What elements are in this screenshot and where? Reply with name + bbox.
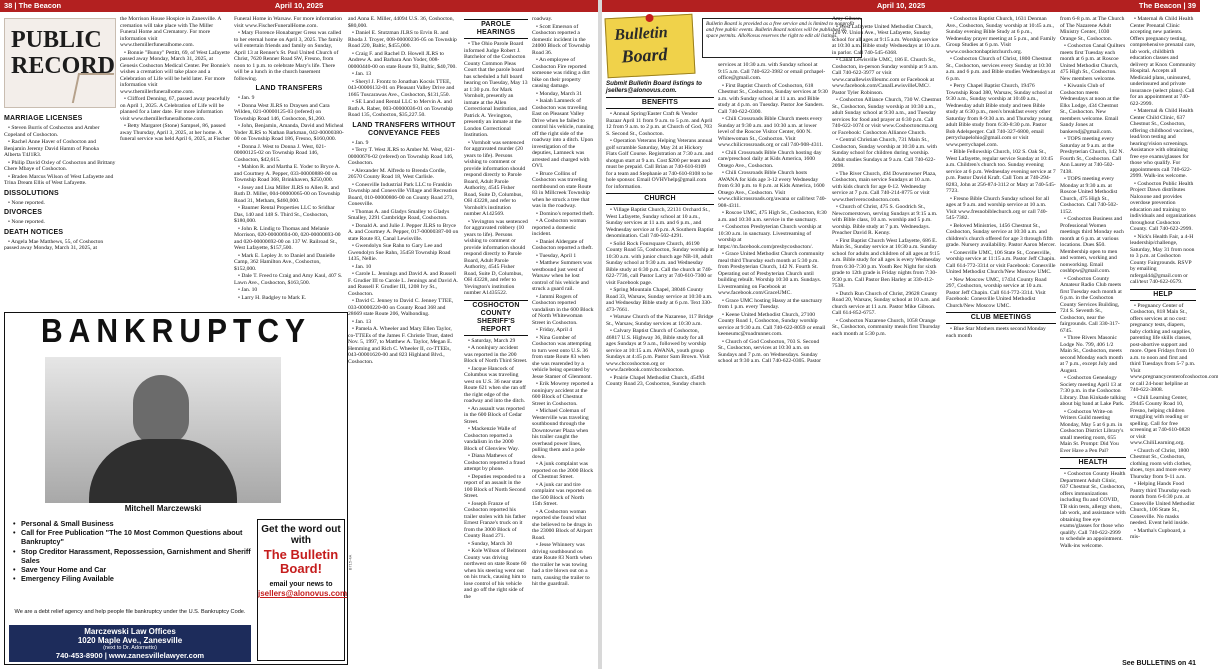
listing-item: • Kiwanis Club of Coshocton meets Wednesdays at noon at the Elks Lodge, 434 Chestnut St., Coshocton. New members welcome. Email Sandy Jones at bankersdj@gmail.com. (1060, 83, 1120, 135)
listing-item: • Keene United Methodist Church, 27100 County Road 1, Coshocton, Sunday worship service at 9:30 a.m. Call 740-622-8059 or email keeneumc@roadrunner.com. (718, 311, 826, 337)
bulletin-column-1 (606, 80, 714, 665)
listing-item: • Terry T. West JLRS to Amber M. West, 021-00000676-02 (refered) on Township Road 146, Coshocton. (348, 147, 455, 166)
listing-item: • Steven Burris of Coshocton and Amber Copeland of Coshocton. (4, 125, 100, 138)
listing-item: • Operation Veterans Helping Veterans annual golf scramble Saturday, May 24 at Hickory Flats Golf Course. Registration at 7:30 a.m. and shotgun start at 9 a.m. Cost $200 per team and must be prepaid. Call Brian at 740-610-8109 for a team and Stephanie at 740-610-8108 to be hole sponsor. Email OVHVhelp@gmail.com for information. (606, 138, 714, 190)
law-firm-landmark: (next to Dr. Adornetto) (103, 645, 157, 651)
listing-item: • Church of God Coshocton, 703 S. Second St., Coshocton, services at 10:30 a.m. on Sundays and 7 p.m. on Wednesdays. Sunday school at 9:30 a.m. Call 740-622-0305. Pastor (718, 338, 822, 364)
right-page-number: 39 (1187, 1, 1196, 10)
listing-item: • Kole Wilson of Belmont County was driving northwest on state Route 60 when his steering went out on his truck, causing him to lose control of his vehicle and go off the right side of the (464, 548, 527, 600)
section-heading: BENEFITS (606, 97, 714, 109)
listing-item: • Chili Crossroads Bible Church hosting day care/preschool daily at Kids America, 1600 Otsego Ave., Coshocton. (718, 149, 822, 169)
listing-item: • Grace United Methodist Church community meal third Thursday each month at 5:30 p.m. from Presbyterian Church, 142 N. Fourth St. Operating out of Presbyterian Church until building rebuilt. Worship 10:30 a.m. Sundays. Livestreaming on Facebook at www.facebook.com/GraceUMC. (718, 251, 825, 296)
law-firm-address: 1020 Maple Ave., Zanesville (77, 636, 183, 645)
section-heading: COSHOCTON COUNTY SHERIFF'S REPORT (464, 300, 528, 336)
listing-item: • Diana Mathews of Coshocton reported a fraud attempt by phone. (464, 453, 526, 472)
listing-item: • A junk car and tire complaint was reported on the 500 Block of North 15th Street. (532, 481, 592, 507)
listing-item: • Yevington was sentenced for aggravated robbery (10 years to life). Persons wishing to comment or provide information should respond directly to Parole Board, Adult Parole Authority, 4545 Fisher Road, Suite D, Columbus, OH 43228, and refer to Yevington's institution number A1435522. (464, 218, 528, 296)
section-heading: PAROLE HEARINGS (464, 19, 528, 39)
listing-item: • Isaiah Lamneck of Coshocton was traveling East on Pleasant Valley Drive when he failed to control his vehicle, running off the right side of the roadway into a ditch. Upon investigation of the deputies, Lamneck was arrested and charged with OVI. (532, 98, 594, 169)
law-firm-name: Marczewski Law Offices (84, 627, 176, 636)
listing-item: • Mackenzie Walle of Coshocton reported a vandalism in the 2000 Block of Glenview Way. (464, 426, 520, 452)
listing-item: • Perry Chapel Baptist Church, 19476 Township Road 380, Warsaw, Sunday school at 9:30 a.m., Sunday worship at 10:40 a.m., Wednesday adult Bible study and teen Bible study at 6:30 p.m., men's breakfast every other Saturday from 8-9:30 a.m. and Thursday young adult Bible study from 6:30-8:30 p.m. Pastor Bob Adelsperger. Call 740-327-6800, email perrychapelohio@gmail.com or visit www.perrychapel.com. (946, 83, 1053, 148)
listing-item: • A Coshocton woman reported she found what she believed to be drugs in the 23000 Block of Airport Road. (532, 508, 593, 541)
listing-item: • Coshocton Write-on Writers Guild meeting Monday, May 5 at 6 p.m. in Coshocton District Library's small meeting room, 655 Main St. Prompt: Did You Ever Have a Pen Pal? (1060, 408, 1124, 454)
section-heading: DEATH NOTICES (4, 228, 64, 236)
listing-item: • TOPS meeting every Saturday at 9 a.m. at the Presbyterian Church, 142 N. Fourth St., Coshocton. Call Ann Laurey at 740-502-7438. (1060, 136, 1124, 175)
listing-item: • Mahlon R. and Martha E. Yoder to Bryce A. and Courtney A. Pepper, 033-00000888-00 on Township Road 368, Brinkhaven, $250,000. (234, 164, 341, 183)
left-folio: 38 | The Beacon April 10, 2025 (0, 0, 598, 12)
section-heading: CLUB MEETINGS (946, 312, 1056, 324)
listing-item: • Monday, March 31 (536, 90, 583, 97)
listing-item: • Chili Crossroads Bible Church meets every Sunday at 9:30 a.m. and 10:30 a.m. at lower level of the Roscoe Visitor Center, 600 N. Whitewoman St., Coshocton. Visit www.chilicrossroads.org or call 740-908-4311. (718, 116, 824, 148)
listing-item: • Braden Marcus Wilson of West Lafayette and Trina Dream Ellis of West Lafayette. (4, 173, 114, 186)
listing-item: • Jan. 9 (352, 139, 369, 146)
attorney-photo (45, 357, 281, 503)
debt-relief-disclaimer: We are a debt relief agency and help people file bankruptcy under the U.S. Bankruptcy Code. (14, 609, 246, 615)
bankruptcy-ad-title: BANKRUPTCY (41, 313, 311, 350)
right-folio-date: April 10, 2025 (876, 1, 926, 10)
listing-item: • Clifford Denning, 67, passed away peacefully on April 1, 2025. A Celebration of Life will be planned for a later date. For more information visit www.themillerfuneralhome.com. (120, 96, 230, 122)
section-heading: MARRIAGE LICENSES (4, 115, 83, 122)
listing-item: • Coshocton County Amateur Radio Club meets first Tuesday each month at 6 p.m. in the Coshocton County Services Building, 724 S. Seventh St., Coshocton, near the fairgrounds. Call 330-317-6745. (1060, 275, 1122, 334)
listing-item: • Deputies responded to a report of an assault in the 100 Block of North Second Street. (464, 473, 526, 499)
bulletin-column-4 (946, 16, 1056, 666)
listing-item: • Helping Hands Food Pantry third Thursday each month from 6-6:30 p.m. at Conesville United Methodist Church, 106 State St., Conesville. No masks needed. Event held inside. (1130, 481, 1195, 526)
bankruptcy-service-item: • Stop Creditor Harassment, Repossession, Garnishment and Sheriff Sales (13, 547, 253, 565)
listing-item: • Mark E. Lepley Jr. to Daniel and Danielle Camp, 362 Hamilton Ave., Coshocton, $152,000. (234, 252, 336, 272)
listing-item: • Calvary Baptist Church of Coshocton, 46817 U.S. Highway 36, Bible study for all ages Sundays at 9 a.m., followed by worship service at 10:15 a.m. AWANA, youth group Sundays at 4:45 p.m. Pastor Sam Brown. Visit www.cbccoshocton.org or www.facebook.com/cbccoshocton. (606, 328, 710, 374)
listing-item: • Fresno Bible Church Sunday school for all ages at 9 a.m. and worship service at 10 a.m. Visit www.fresnobiblechurch.org or call 740-545-7382. (946, 195, 1050, 221)
listing-item: • Three Rivers Masonic Lodge No. 799, 406 1/2 Main St., Coshocton, meets second Monday each month at 7 p.m., except July and August. (1060, 335, 1123, 374)
listing-item: • Angela Mae Matthews, 55, of Coshocton passed away Monday, March 31, 2025, at (4, 238, 104, 251)
listing-item: • Carole L. Jennings and David A. and Russell F. Grudier III to Carole L. Jennings and David A. and Russell F. Grudier III, 1208 Ivy St., Coshocton. (348, 271, 459, 297)
bankruptcy-services-list (13, 519, 253, 583)
listing-item: • Dale T. Freed to Craig and Amy Kaul, 407 S. Lawn Ave., Coshocton, $163,500. (234, 273, 343, 286)
listing-item: • New Moscow UMC, 17434 County Road 297, Coshocton, worship service at 10 a.m. Pastor Jeff Chapin. Call 614-772-3314. Visit Facebook: Conesville United Methodist Church/New Moscow UMC. (946, 276, 1047, 309)
listing-item: • Maternal & Child Health Center Prenatal Clinic accepting new patients. Offers pregnancy testing, comprehensive prenatal care, lab work, childbirth education classes and delivery at Knox Community Hospital. Accepts all Medicaid plans, uninsured, underinsured and private insurance (select plans). Call for an appointment at 740-622-2999. (1130, 16, 1196, 107)
listing-item: • Chili Learning Center, 29445 County Road 10, Fresno, helping children struggling with reading or spelling. Call for free screening at 740-610-0828 or visit www.ChiliLearning.org. (1130, 394, 1190, 446)
listing-item: services at 10:30 a.m. with Sunday school at 9:15 a.m. Call 740-622-3982 or email prchapel-office@gmail.com. (718, 62, 826, 81)
bulletin-column-1-items (606, 97, 714, 388)
listing-item: • Annual Spring/Easter Craft & Vendor Bazaar April 11 from 9 a.m. to 5 p.m. and April 12 from 9 a.m. to 2 p.m. at Church of God, 703 S. Second St., Coshocton. (606, 111, 713, 137)
listing-item: • Erik Mowrey reported a noninjury accident at the 600 Block of Chestnut Street in Coshocton. (532, 381, 594, 407)
listing-item: • Church of Christ, 475 S. Goodrich St., Newcomerstown, serving Sundays at 9:15 a.m. with Bible class, 10 a.m. worship and 5 p.m. worship. Bible study at 7 p.m. Wednesdays. Preacher David R. Kenny. (832, 204, 938, 236)
listing-item: • Coshocton Church of Christ, 1800 Chestnut St., Coshocton, services every Sunday at 10:30 a.m. and 6 p.m. and Bible studies Wednesdays at 6 p.m. (946, 56, 1056, 82)
listing-item: • First Baptist Church of Coshocton, 618 Chestnut St., Coshocton, Sunday services at 9:30 a.m. with Sunday school at 11 a.m. and Bible study at 4 p.m. on Tuesday. Pastor Joe Sanders. Call 740-622-0300. (718, 82, 828, 115)
continued-jump-line[interactable]: See BULLETINS on 41 (1122, 660, 1196, 667)
listing-item: • Conesville UMC, 106 State St., Conesville, worship service at 11:15 a.m. Pastor Jeff Chapin. Call 614-772-3314 or visit Facebook: Conesville United Methodist Church/New Moscow UMC. (946, 249, 1056, 275)
left-folio-date: April 10, 2025 (274, 1, 324, 10)
listing-item: • Thomas A. and Gladys Smalley to Gladys Smalley, 2291 Cambridge Road, Coshocton. (348, 208, 450, 221)
listing-item: • Pamela A. Wheeler and Mary Ellen Taylor, co-TTEEs of the James F. Christie Trust, dated Nov. 5, 1997, to Matthew A. Taylor, Megan E. Hemming and Rich C. Wheeler II, co-TTEEs, 043-00001620-00 and 823 Highland Blvd., Coshocton. (348, 326, 453, 365)
bulletin-column-3 (832, 16, 942, 666)
public-record-logo (4, 18, 116, 108)
bulletin-submit-note: Submit Bulletin Board listings to jsellers@alonovus.com. (606, 80, 702, 95)
bulletin-board-intro: Bulletin Board is provided as a free service and is limited to nonprofit and free public events. Bulletin Board notices will be published as space permits. AlloNovus reserves the right to edit all listings. (702, 18, 862, 58)
listing-item: • Alexander M. Alfredo to Brenda Cordle, 20570 County Road 18, West Carlisle. (348, 167, 446, 180)
section-heading: LAND TRANSFERS WITHOUT CONVEYANCE FEES (352, 121, 456, 137)
listing-item: • A junk complaint was reported on the 2000 Block of Chestnut Street. (532, 461, 594, 480)
listing-item: • Central Christian Church, 731 Main St., Coshocton, Sunday worship at 10:30 a.m. with Sunday school for children during worship. Adult studies Sundays at 9 a.m. Call 740-622-2098. (832, 137, 937, 169)
bankruptcy-ad (4, 312, 348, 665)
left-page-number: 38 (4, 1, 13, 10)
listing-item: • Matthew Summers was westbound just west of Warsaw when he lost control of his vehicle and struck a guard rail. (532, 260, 592, 292)
listing-item: • Coshocton Canal Quilters meets first Tuesday each month at 6 p.m. at Roscoe United Methodist Church, 475 High St., Coshocton. New members welcome. (1060, 43, 1126, 82)
bulletin-column-5 (1060, 16, 1126, 550)
bulletin-ad-line3: email your news to (269, 581, 333, 588)
left-page (0, 0, 598, 669)
listing-item: • Mary Florence Honabarger Gress was called to her eternal home on April 3, 2025. The family will entertain friends and family on Sunday, April 13 at Renner's St. Paul United Church of Christ, 7620 Renner Road SW, Fresno, from noon to 1 p.m. to celebrate Mary's life. There will be a lunch in the church basement following. (234, 30, 343, 82)
listing-item: • Michael Coleman of Westerville was traveling southbound through the Downtowner Plaza when his trailer caught the overhead power lines, pulling them and a pole down. (532, 408, 589, 460)
section-heading: DIVORCES (4, 209, 43, 216)
listing-item: • None reported. (8, 219, 45, 225)
public-record-column-5 (464, 16, 528, 666)
listing-item: • Coshocton Public Health Project Dawn distributes Naloxone and provides overdose prevention education and training to individuals and organizations throughout Coshocton County. Call 740-622-2999. (1130, 180, 1196, 232)
listing-item: and Anna E. Miller, 44094 U.S. 36, Coshocton, $80,000. (348, 16, 454, 29)
listing-item: • Tuesday, April 1 (536, 252, 577, 259)
listing-item: • John, Benjamin, Amanda, David and Micheal Yoder JLRS to Nathan Barkman, 042-00000380-00 on Township Road 186, Fresno, $160,000. (234, 123, 344, 142)
listing-item: • A nonlnjury accident was reported in the 200 Block of North Third Street. (464, 345, 528, 364)
left-publication-name: The Beacon (18, 1, 62, 10)
listing-item: • Roscoe UMC, 475 High St., Coshocton, 8:30 a.m. and 10:30 a.m. service in the sanctuary. (718, 210, 827, 223)
section-heading: DISSOLUTIONS (4, 189, 59, 197)
bulletin-board-logo-line2: Board (620, 44, 668, 67)
listing-item: • Chili Crossroads Bible Church hosts AWANA for kids age 3-12 every Wednesday from 6:30 p.m. to 8 p.m. at Kids America, 1600 Otsego Ave., Coshocton. Visit www.chilicrossroads.org/awana or call/text 740-908-4311. (718, 170, 827, 209)
listing-item: • Jammi Rogers of Coshocton reported vandalism in the 600 Block of North Whitewoman Street in Coshocton. (532, 293, 594, 326)
listing-item: • Sunday, March 30 (468, 540, 513, 547)
listing-item: • Coshocton Baptist Church, 1631 Denman Ave., Coshocton, Sunday worship at 10:45 a.m., Sunday evening Bible Study at 6 p.m., Wednesday prayer meeting at 5 p.m., and Family Group Studies at 6 p.m. Visit www.coshoctonbaptistchurch.org. (946, 16, 1056, 55)
public-record-column-6 (532, 16, 594, 589)
bulletin-board-house-ad (257, 519, 348, 661)
listing-item: • Conesville Industrial Park LLC to Franklin Township and Conesville Village and Recreation Board, 010-00000806-00 on County Road 273, Conesville. (348, 181, 458, 207)
public-record-column-1 (4, 112, 116, 308)
listing-item: • Pregnancy Center of Coshocton, 818 Main St., offers services at no cost: pregnancy tests, diapers, baby clothing and supplies, parenting life skills classes, post-abortive support and more. Open Fridays from 10 a.m. to noon and first and third Tuesdays from 5-7 p.m. Visit www.pregnancycenterofcoshocton.com or call 24-hour helpline at 740-622-3808. (1130, 302, 1218, 393)
law-firm-contact[interactable]: 740-453-8900 | www.zanesvillelawyer.com (55, 651, 205, 660)
public-record-column-3 (234, 16, 344, 308)
law-firm-banner (9, 625, 251, 662)
bulletin-ad-email-link[interactable]: jsellers@alonovus.com (258, 589, 348, 598)
listing-item: • Betty Margaret (Stone) Sampsel, 86, passed away Thursday, April 3, 2025, at her home. A funeral service was held April 6, 2025, at Fischer (120, 123, 230, 142)
listing-item: • Warsaw Church of the Nazarene, 117 Bridge St., Warsaw, Sunday services at 10:30 a.m. (606, 314, 714, 327)
listing-item: • Canal Lewisville UMC, 186 E. Church St., Coshocton, in-person Sunday worship at 9 a.m. Call 740-622-3977 or visit www.canallewisvilleumc.com or Facebook at www.facebook.com/CanalLewisvilleUMC/. Pastor Tyler Robinson. (832, 57, 939, 96)
listing-item: • Church of Christ, 1800 Chestnut St., Coshocton, clothing room with clothes, shoes, toys and more every Thursday from 9-11 a.m. (1130, 447, 1192, 480)
listing-item: • Prairie Chapel Methodist Church, 45494 County Road 23, Coshocton, Sunday church (606, 374, 706, 388)
listing-item: • Baumer Rental Properties LLC to Sridhar Das, 140 and 148 S. Third St., Coshocton, $180,000. (234, 205, 335, 224)
listing-item: • Dutch Run Church of Christ, 29628 County Road 20, Warsaw, Sunday school at 10 a.m. and church service at 11 a.m. Pastor Mike Gibson. Call 614-852-6757. (832, 290, 940, 316)
listing-item: • An employee of Coshocton Fire reported someone was riding a dirt bike on their property causing damage. (532, 57, 590, 89)
listing-item: • Gwendolyn Sue Rahn to Gary Lee and Gwendolyn Sue Rahn, 35458 Township Road 1435, Nellie. (348, 243, 451, 262)
listing-item: • A Coshocton woman reported a domestic incident. (532, 218, 586, 237)
bulletin-board-logo (604, 14, 695, 79)
listing-item: • Nina Gomber of Coshocton was attempting to turn west onto U.S. 36 from state Route 83 when she was rearended by a vehicle being operated by Jesse Stamer of Glenmont. (532, 334, 592, 380)
listing-item: • West Lafayette United Methodist Church, 120 W. Union Ave., West Lafayette, Sunday school for all ages at 9:15 a.m. Worship service at 10:30 a.m. Bible study Wednesdays at 10 a.m. in parlor. Call 740-545-6368. (832, 23, 941, 56)
public-record-column-4 (348, 16, 460, 666)
bulletin-ad-line1: Get the word out with (261, 524, 341, 546)
bankruptcy-service-item: • Call for Free Publication "The 10 Most Common Questions about Bankruptcy" (13, 528, 253, 546)
listing-item: • John R. Lindig to Thomas and Melanie Morrison, 020-00000694-00, 020-00000693-00 and 020-00000692-00 on 137 W. Railroad St., West Lafayette, $157,500. (234, 225, 341, 251)
listing-item: • Domino's reported theft. (536, 210, 594, 217)
listing-item: • Coshocton Business and Professional Women meetings third Monday each month at 6 p.m. at various locations. Dues $50. Membership open to men and women, working and nonworking. Email coshbpw@gmail.com. (1060, 216, 1124, 274)
listing-item: • The River Church, 494 Downtowner Plaza, Coshocton, main service Sundays at 10 a.m. with kids church for age 0-12. Wednesday service at 7 p.m. Call 740-214-8775 or visit www.theriverocoshocton.com. (832, 170, 937, 203)
listing-item: • David C. Jenney to David C. Jenney TTEE, 033-00000220-00 on County Road 368 and 28669 state Route 206, Walhonding. (348, 298, 454, 317)
listing-item: • Maternal & Child Health Center Child Clinic, 637 Chestnut St., Coshocton, offering childhood vaccines, lead/iron testing and hearing/vision screenings. Assistance with obtaining free eye exams/glasses for those who qualify. For appointments call 740-622-2999. Walk-ins welcome. (1130, 108, 1194, 179)
listing-item: • Josey and Lisa Miller JLRS to Allen R. and Ruth D. Miller, 004-00000065-00 on Township Road 31, Metham, $460,000. (234, 184, 341, 204)
listing-item: • Rachel Anne Haver of Coshocton and Benjamin Jeremy David Hamm of Panoka Alberta T4J1R3. (4, 139, 99, 158)
attorney-name-caption: Mitchell Marczewski (45, 503, 281, 515)
listing-item: • Larry H. Badgley to Mark E. (238, 294, 307, 301)
listing-item: • Scott Emerson of Coshocton reported a domestic incident in the 24000 Block of Township Road 36. (532, 23, 591, 56)
attorney-head-shape (133, 375, 189, 445)
bankruptcy-service-item: • Save Your Home and Car (13, 565, 253, 574)
listing-item: • Martha's Cupboard, a mis- (1130, 527, 1186, 540)
listing-item: • Grace UMC hosting Hassy at the sanctuary from 1 p.m. every Tuesday. (718, 297, 823, 310)
listing-item: • Friday, April 4 (536, 327, 573, 333)
listing-item: • An assault was reported in the 600 Block of Cedar Street. (464, 405, 525, 425)
ad-code: B715-4A (347, 554, 353, 571)
bulletin-board-logo-line1: Bulletin (613, 24, 669, 44)
listing-item: roadway. (532, 16, 553, 22)
listing-item: • Jacque Hancock of Columbus was traveling west on U.S. 36 near state Route 621 when she ran off the right edge of the roadway and into the ditch. (464, 365, 526, 404)
listing-item: • Donna West JLRS to Draysen and Cara Wilden, 021-00000125-03 (refered) on Township Road 146, Coshocton, $1,260. (234, 102, 330, 122)
bulletin-column-2 (718, 62, 828, 665)
listing-item: • Spring Mountain Chapel, 38046 County Road 33, Warsaw, Sunday service at 10:30 a.m. and Wednesday Bible study at 6 p.m. Text 330-473-7661. (606, 287, 713, 313)
bulletin-column-6 (1130, 16, 1218, 656)
right-publication-name: The Beacon (1138, 1, 1182, 10)
listing-item: • Beloved Ministries, 1456 Chestnut St., Coshocton, Sunday service at 10:30 a.m. and children's church offered for age 3 through fifth grade. Nursery availability. Pastor Aaron Mercer. (946, 222, 1056, 248)
listing-item: • Daniel Aldergate of Coshocton reported a theft. (532, 238, 593, 251)
listing-item: • Bible Fellowship Church, 102 S. Oak St., West Lafayette, regular service Sunday at 10:45 a.m. Children's church too. Sunday evening service at 6 p.m. Wednesday evening service at 7 p.m. Pastor David Kraft. Call Tom at 740-294-8283, John at 256-874-3112 or Mary at 740-545-7723. (946, 149, 1056, 194)
listing-item: • Philip David Oxley of Coshocton and Brittany Chere Mbaye of Coshocton. (4, 159, 116, 172)
listing-item: • Coshocton County Health Department Adult Clinic, 637 Chestnut St., Coshocton, offers immunizations including flu and COVID, TB skin tests, allergy shots, lab work, and assistance with obtaining free eye exams/glasses for those who qualify. Call 740-622-2999 to schedule an appointment. Walk-ins welcome. (1060, 471, 1126, 549)
right-page (602, 0, 1218, 669)
listing-item: • Bruce Collins of Coshocton was traveling northbound on state Route 83 in Millcreek Township when he struck a tree that was in the roadway. (532, 170, 592, 209)
listing-item: from 6-8 p.m. at The Church of The Nazarene Adult Ministry Center, 1030 Orange St., Coshocton. (1060, 16, 1125, 42)
listing-item: • The Ohio Parole Board informed Judge Robert J. Batchelor of the Coshocton County Common Pleas Court that the parole board has scheduled a full board hearing on Tuesday, May 13 at 1:30 p.m. for Mark Vornholt, presently an inmate at the Allen Correctional Institution, and Patrick A. Yevington, presently an inmate at the London Correctional Institution. (464, 41, 528, 138)
listing-item: • Coshocton Nazarene Church, 1058 Orange St., Coshocton, community meals first Thursday each month at 5:30 p.m. (832, 317, 941, 337)
section-heading: CHURCH (606, 193, 714, 205)
bankruptcy-service-item: • Personal & Small Business (13, 519, 253, 528)
scroll-icon (72, 73, 114, 103)
listing-item: • Blue Star Mothers meets second Monday each month (946, 326, 1046, 339)
listing-item: • Bonnie "Bunny" Pettitt, 69, of West Lafayette passed away Monday, March 31, 2025, at Genesis Coshocton Medical Center. Per Bonnie's wishes a cremation will take place and a Celebration of Life will be held later. For more information visit www.themillerfuneralhome.com. (120, 49, 230, 95)
listing-item: • First Baptist Church West Lafayette, 686 E. Main St., Sunday service at 10:30 a.m. Sunday school for adults and children of all ages at 9:15 a.m. Bible study for all ages is every Wednesday from 6:30-7:30 p.m. Youth Rec Night for sixth grade to 12th grade is Friday nights from 7:30-9:30 p.m. Call Pastor Ben Harley at 330-412-7538. (832, 237, 941, 289)
listing-item: • Jesse Whinnery was driving southbound on state Route 83 North when the trailer he was towing had a tire blown out on a turn, causing the trailer to hit the guardrail. (532, 542, 592, 587)
listing-item: • Craig F. and Rachel D. Howell JLRS to Andrew A. and Barbara Ann Yoder, 008-00000440-00 on state Route 93, Baltic, $40,700. (348, 50, 457, 70)
listing-item: • Jan. 10 (238, 287, 258, 293)
listing-item: • Coshocton Alliance Church, 730 W. Chestnut St., Coshocton, Sunday worship at 10:30 a.m., adult Sunday school at 9:30 a.m., and Tuesday services for food and prayer at 6:30 p.m. Call 740-622-1074 or visit www.Coshoctoncma.org or Facebook: Coshocton Alliance Church. (832, 97, 942, 136)
listing-item: • SE Land and Rental LLC to Mervin A. and Ruth A. Raber, 003-00000036-01 on Township Road 135, Coshocton, $35,227.50. (348, 99, 454, 118)
listing-item: • Jan. 9 (238, 95, 255, 101)
right-folio: April 10, 2025 The Beacon | 39 (602, 0, 1200, 12)
public-record-logo-line1: PUBLIC (11, 27, 102, 53)
section-heading: HELP (1130, 289, 1196, 301)
section-heading: HEALTH (1060, 457, 1126, 469)
bulletin-ad-line2: The Bulletin Board! (263, 547, 339, 576)
listing-item: • Sheryl J. Frontz to Jonathan Kocsis TTEE, 043-00006132-01 on Pleasant Valley Drive and 1665 Tuscarawas Ave., Coshocton, $131,550. (348, 78, 455, 98)
attorney-suit-shape (89, 439, 237, 509)
public-record-column-2 (120, 16, 230, 306)
listing-item: • Saturday, March 29 (468, 337, 516, 344)
listing-item: • None reported. (8, 199, 45, 206)
listing-item: • Coshocton Presbyterian Church worship at 10:30 a.m. in sanctuary. Livestreaming of worship at https://m.facebook.com/presbycoshocton/. (718, 224, 822, 250)
listing-item: • Village Baptist Church, 22131 Orchard St., West Lafayette, Sunday school at 10 a.m., Sunday services at 11 a.m. and 6 p.m., and Wednesday service at 6 p.m. A Southern Baptist denomination. Call 740-502-4291. (606, 207, 714, 240)
listing-item: • Solid Rock Foursquare Church, 46190 County Road 55, Coshocton, Sunday worship at 10:30 a.m. with junior church age NB-18, adult Sunday school at 9:30 a.m. and Wednesday Bible study at 6:30 p.m. Call the church at 740-622-7736, call Pastor Larry at 740-610-7300 or visit Facebook page. (606, 240, 714, 286)
pushpin-icon (645, 14, 653, 22)
listing-item: the Morrison House Hospice in Zanesville. A cremation will take place with The Miller Funeral Home and Crematory. For more information visit www.themillerfuneralhome.com. (120, 16, 222, 48)
listing-item: • Coshocton Genealogy Society meeting April 13 at 7:30 p.m. in the Coshocton Library. Dan Kinkade talking about big band at Lake Park. (1060, 375, 1126, 407)
listing-item: • Jan. 13 (352, 318, 372, 325)
listing-item: • Donald A. and Julie J. Pepper JLRS to Bryce A. and Courtney A. Pepper, 017-00000387-00 on state Route 83, Canal Lewisville. (348, 222, 459, 242)
listing-item: • Daniel E. Stutzman JLRS to Ervin R. and Rhoda J. Troyer, 008-00000236-05 on Township Road 220, Baltic, $455,000. (348, 30, 457, 49)
listing-item: • Jan. 10 (352, 263, 372, 270)
public-record-logo-line2: RECORD (11, 53, 116, 79)
section-heading: LAND TRANSFERS (255, 85, 323, 92)
listing-item: Funeral Home in Warsaw. For more information visit www.FischerFuneralHome.com. (234, 16, 342, 29)
listing-item: • Jan. 13 (352, 71, 372, 77)
listing-item: • Vornholt was sentenced for aggravated murder (20 years to life). Persons wishing to comment or provide information should respond directly to Parole Board, Adult Parole Authority, 4545 Fisher Road, Suite D, Columbus, OH 43228, and refer to Vornholt's institution number A142569. (464, 139, 526, 217)
listing-item: • Donna J. West to Donna J. West, 021-00000125-02 on Township Road 146, Coshocton, $42,615. (234, 143, 327, 163)
bankruptcy-service-item: • Emergency Filing Available (13, 574, 253, 583)
listing-item: • TOPS meeting every Monday at 9:30 a.m. at Roscoe United Methodist Church, 475 High St., Coshocton. Call 740-502-1152. (1060, 176, 1118, 215)
listing-item: Amy Gibson. (832, 16, 863, 22)
listing-item: • Joseph Franze of Coshocton reported his trailer stolen with his father Ernest Franze's truck on it from the 3000 Block of County Road 271. (464, 500, 526, 539)
listing-item: • Nick's Health Fair, a 4-H leadership/challenge, Saturday, May 31 from noon to 3 p.m. at Coshocton County Fairgrounds. RSVP by emailing mfergal44@gmail.com or call/text 740-622-0579. (1130, 233, 1195, 285)
